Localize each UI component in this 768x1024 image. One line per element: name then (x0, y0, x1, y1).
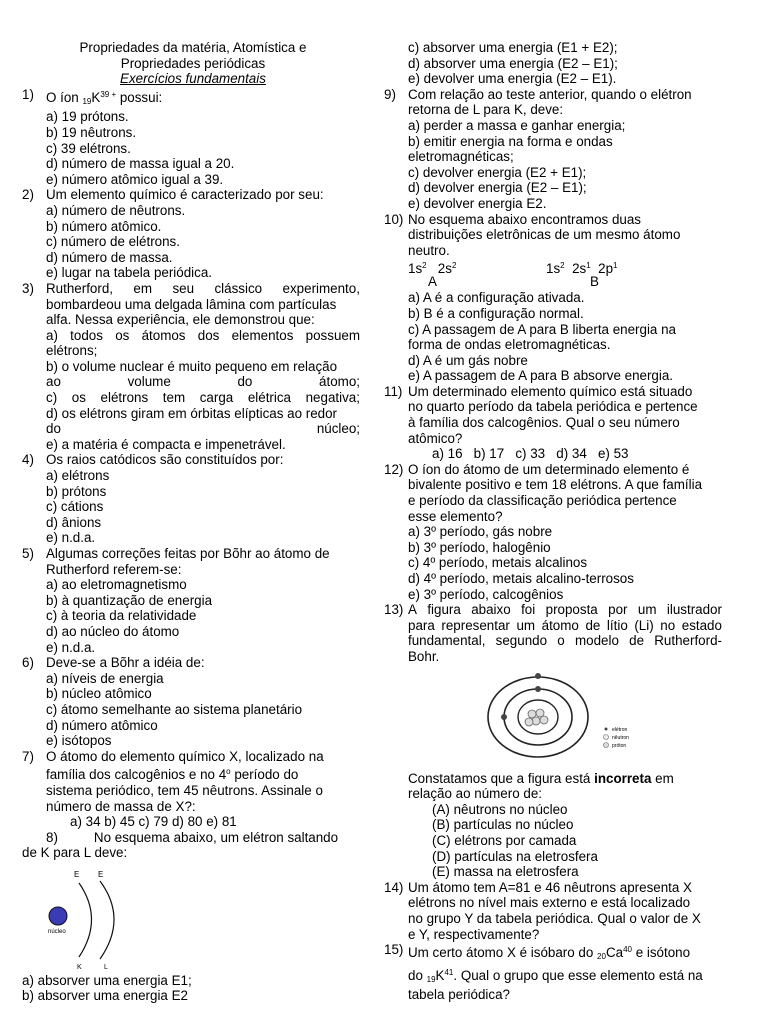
question-number: 5) (22, 546, 34, 561)
legend-proton: próton (612, 742, 627, 749)
justified-line (46, 281, 360, 297)
text-line: d) os elétrons giram em órbitas elípticas ao redor (46, 405, 338, 421)
option: (B) partículas no núcleo (432, 817, 574, 833)
option: e) devolver uma energia (E2 – E1). (408, 71, 617, 87)
text-line: b) o volume nuclear é muito pequeno em relação (46, 358, 338, 374)
orbit-k (79, 883, 92, 957)
question-stem: sistema periódico, tem 45 nêutrons. Assinale o (46, 782, 323, 798)
question-stem: Rutherford referem-se: (46, 561, 182, 577)
question-12 (384, 462, 722, 602)
option: b) 3º período, halogênio (408, 539, 551, 555)
question-7 (22, 749, 364, 830)
stem-text: em (651, 770, 674, 786)
stem-text: do (408, 967, 427, 983)
question-body (46, 452, 283, 546)
question-body (408, 942, 703, 1003)
question-stem: Um átomo tem A=81 e 46 nêutrons apresenta X (408, 879, 692, 895)
question-number: 15) (384, 942, 404, 958)
question-body (46, 187, 324, 281)
option: b) emitir energia na forma e ondas (408, 133, 613, 149)
question-stem: bivalente positivo e tem 18 elétrons. A que família (408, 477, 703, 493)
word: ao (46, 374, 61, 390)
word: dos (197, 327, 220, 343)
question-1 (22, 87, 364, 188)
word: possuem (305, 327, 360, 343)
nucleus-shape (49, 907, 67, 925)
left-column (22, 40, 364, 1004)
option: (A) nêutrons no núcleo (432, 801, 568, 817)
word: elétrica (247, 390, 291, 406)
question-stem: O átomo do elemento químico X, localizado na (46, 748, 324, 764)
superscript: o (226, 767, 231, 777)
option: c) absorver uma energia (E1 + E2); (408, 40, 618, 55)
legend-electron: elétron (612, 726, 628, 733)
lithium-atom-figure (384, 665, 722, 771)
superscript: 39 + (100, 89, 117, 99)
question-8-continued (384, 40, 722, 87)
word: (Li) (634, 617, 654, 633)
question-3 (22, 281, 364, 453)
inner-orbit (518, 700, 558, 734)
energy-levels-figure (22, 861, 364, 973)
question-number: 13) (384, 602, 404, 618)
option: d) ao núcleo do átomo (46, 623, 180, 639)
word: um (516, 617, 536, 633)
word: por (608, 602, 628, 618)
option: a) 19 prótons. (46, 109, 129, 125)
word: em (133, 280, 153, 296)
word: lítio (606, 617, 628, 633)
word: átomos (141, 327, 186, 343)
question-5 (22, 546, 364, 655)
word: para (408, 617, 435, 633)
question-stem: Deve-se a Bõhr a idéia de: (46, 655, 205, 671)
question-15 (384, 942, 722, 1003)
question-stem: neutro. (408, 242, 450, 258)
legend-electron-mark (605, 727, 608, 730)
word: Rutherford- (654, 633, 722, 649)
orbital: 2p (598, 261, 614, 277)
justified-line (46, 421, 360, 437)
question-stem: esse elemento? (408, 508, 503, 524)
orbital: 2s (437, 261, 452, 277)
orbital: 2s (572, 261, 587, 277)
option: a) perder a massa e ganhar energia; (408, 117, 626, 133)
option: d) absorver uma energia (E2 – E1); (408, 55, 618, 71)
option: a) A é a configuração ativada. (408, 290, 585, 306)
word: clássico (214, 280, 263, 296)
option: e) número atômico igual a 39. (46, 171, 224, 187)
word: A (408, 602, 417, 618)
option: c) átomo semelhante ao sistema planetário (46, 701, 303, 717)
option: a) ao eletromagnetismo (46, 577, 187, 593)
question-13-continued (384, 771, 722, 802)
word: volume (127, 374, 171, 390)
stem-text: . Qual o grupo que esse elemento está na (453, 967, 703, 983)
justified-line (408, 633, 722, 649)
question-stem: no grupo Y da tabela periódica. Qual o valor de X (408, 910, 701, 926)
option: e) 3º período, calcogênios (408, 586, 564, 602)
subscript: 19 (82, 96, 92, 106)
option: eletromagnéticas; (408, 149, 514, 165)
question-stem (22, 830, 364, 846)
electron-shape (535, 673, 541, 679)
text-line: bombardeou uma delgada lâmina com partículas (46, 296, 337, 312)
option: d) número de massa igual a 20. (46, 156, 235, 172)
nucleon-shape (525, 718, 533, 726)
question-stem (408, 942, 703, 965)
word: abaixo (471, 602, 511, 618)
question-number: 9) (384, 86, 396, 102)
option: b) absorver uma energia E2 (22, 988, 188, 1004)
legend-neutron: nêutron (612, 734, 629, 741)
question-number: 8) (46, 829, 58, 845)
word: os (115, 327, 130, 343)
orbital: 1s (408, 261, 423, 277)
option: (D) partículas na eletrosfera (432, 848, 598, 864)
word: do (46, 421, 61, 437)
label-e1: E (74, 869, 80, 879)
question-number: 2) (22, 187, 34, 203)
superscript: 41 (444, 967, 454, 977)
question-11 (384, 384, 722, 462)
title-line-2: Propriedades periódicas (120, 55, 266, 71)
question-2 (22, 187, 364, 281)
word: o (557, 633, 565, 649)
question-number: 1) (22, 86, 34, 102)
option: (C) elétrons por camada (432, 832, 577, 848)
option: d) número atômico (46, 717, 158, 733)
justified-line (46, 374, 360, 390)
stem-text: possui: (116, 89, 163, 105)
word: todos (70, 327, 103, 343)
option: c) número de elétrons. (46, 234, 180, 250)
energy-levels-diagram (22, 861, 142, 973)
word: núcleo; (316, 421, 360, 437)
superscript: 40 (623, 945, 632, 955)
question-number: 3) (22, 280, 34, 296)
stem-text: O íon (46, 89, 83, 105)
question-stem: à família dos calcogênios. Qual o seu número (408, 415, 680, 431)
stem-text: período do (230, 767, 299, 783)
option: b) 19 nêutrons. (46, 124, 137, 140)
symbol: K (435, 967, 445, 983)
question-number: 4) (22, 452, 34, 468)
question-10 (384, 212, 722, 384)
symbol: K (91, 89, 101, 105)
option: a) número de nêutrons. (46, 202, 186, 218)
word: os (71, 390, 86, 406)
stem-text: Um certo átomo X é isóbaro do (408, 945, 598, 961)
option: e) n.d.a. (46, 639, 96, 655)
emphasis: incorreta (594, 770, 652, 786)
title-line-3 (22, 71, 364, 87)
question-stem: número de massa de X?: (46, 798, 196, 814)
word: átomo (541, 617, 579, 633)
text-line: e) a matéria é compacta e impenetrável. (46, 436, 286, 452)
question-number: 7) (22, 748, 34, 764)
question-stem (46, 764, 324, 783)
question-6 (22, 655, 364, 749)
superscript: 1 (586, 261, 591, 271)
question-14 (384, 880, 722, 942)
option: c) A passagem de A para B liberta energia na (408, 321, 676, 337)
question-stem (408, 965, 703, 988)
word: seu (172, 280, 195, 296)
justified-line (46, 328, 360, 344)
right-column (384, 40, 722, 1003)
option: e) devolver energia E2. (408, 195, 547, 211)
question-stem: Com relação ao teste anterior, quando o elétron (408, 86, 692, 102)
question-stem: elétrons no nível mais externo e está localizado (408, 895, 691, 911)
question-body (46, 281, 360, 453)
word: ilustrador (666, 602, 722, 618)
question-13-options (384, 802, 722, 880)
question-body (408, 602, 722, 664)
legend-proton-mark (604, 742, 609, 747)
question-stem (46, 87, 234, 110)
question-stem: retorna de L para K, deve: (408, 102, 564, 118)
option: b) número atômico. (46, 218, 162, 234)
option: c) à teoria da relatividade (46, 608, 197, 624)
option: forma de ondas eletromagnéticas. (408, 337, 611, 353)
label-l: L (104, 963, 108, 971)
word: átomo; (319, 374, 360, 390)
nucleon-shape (540, 716, 548, 724)
question-body (46, 87, 234, 188)
question-4 (22, 452, 364, 546)
question-body (46, 655, 302, 749)
word: representar (441, 617, 510, 633)
option: c) 4º período, metais alcalinos (408, 555, 588, 571)
question-8 (22, 830, 364, 1004)
text-line: alfa. Nessa experiência, ele demonstrou que: (46, 312, 315, 328)
label-nucleus: núcleo (48, 928, 66, 935)
option: a) níveis de energia (46, 670, 164, 686)
subscript: 19 (426, 974, 436, 984)
question-9 (384, 87, 722, 212)
justified-line (408, 618, 722, 634)
word: negativa; (305, 390, 360, 406)
word: do (237, 374, 253, 390)
word: no (660, 617, 676, 633)
word: modelo (574, 633, 619, 649)
electron-shape (501, 714, 507, 720)
question-stem: Os raios catódicos são constituídos por: (46, 452, 284, 468)
option: (E) massa na eletrosfera (432, 864, 579, 880)
superscript: 1 (613, 261, 618, 271)
word: um (637, 602, 657, 618)
question-13 (384, 602, 722, 664)
question-body (408, 384, 698, 462)
word: a) (46, 327, 58, 343)
label-k: K (77, 963, 82, 971)
option: b) prótons (46, 483, 107, 499)
label-a: A (428, 274, 437, 290)
question-number: 14) (384, 879, 404, 895)
question-stem: Um elemento químico é caracterizado por seu: (46, 187, 324, 203)
option: c) 39 elétrons. (46, 140, 131, 156)
option: d) A é um gás nobre (408, 352, 528, 368)
title-line-1: Propriedades da matéria, Atomística e (79, 40, 307, 55)
option: c) devolver energia (E2 + E1); (408, 164, 587, 180)
question-stem: de K para L deve: (22, 845, 128, 861)
legend-neutron-mark (604, 734, 609, 739)
option: e) lugar na tabela periódica. (46, 265, 213, 281)
question-stem: no quarto período da tabela periódica e pertence (408, 399, 698, 415)
electron-shape (535, 686, 541, 692)
option: d) devolver energia (E2 – E1); (408, 180, 587, 196)
question-number: 10) (384, 211, 404, 227)
option: d) 4º período, metais alcalino-terrosos (408, 571, 634, 586)
text-line: Bohr. (408, 648, 440, 664)
subtitle: Exercícios fundamentais (120, 71, 266, 87)
label-b: B (590, 274, 599, 290)
question-number: 12) (384, 461, 404, 477)
question-stem: e Y, respectivamente? (408, 926, 540, 942)
word: fundamental, (408, 633, 486, 649)
question-body (46, 546, 330, 655)
word: estado (681, 617, 722, 633)
lithium-atom-diagram (384, 665, 644, 771)
word: segundo (495, 633, 548, 649)
question-stem: tabela periódica? (408, 987, 510, 1003)
question-body (408, 212, 680, 384)
superscript: 2 (422, 261, 427, 271)
word: Rutherford, (46, 280, 113, 296)
stem-text: família dos calcogênios e no 4 (46, 767, 227, 783)
label-e2: E (98, 869, 104, 879)
word: carga (199, 390, 234, 406)
question-stem: e período da classificação periódica pertence (408, 493, 677, 509)
word: c) (46, 390, 58, 406)
stem-text: Constatamos que a figura está (408, 770, 595, 786)
word: elementos (231, 327, 294, 343)
option: c) cátions (46, 499, 104, 515)
question-body (46, 749, 324, 830)
justified-line (408, 602, 722, 618)
option: a) absorver uma energia E1; (22, 972, 192, 988)
orbital: 1s (546, 261, 561, 277)
superscript: 2 (560, 261, 565, 271)
question-body (408, 87, 692, 212)
question-number: 11) (384, 383, 403, 399)
word: elétrons (100, 390, 149, 406)
subscript: 20 (597, 952, 606, 962)
orbit-l (100, 881, 114, 959)
question-stem: Algumas correções feitas por Bõhr ao átomo de (46, 546, 330, 561)
option: b) B é a configuração normal. (408, 305, 584, 321)
question-stem (408, 771, 722, 787)
option: e) A passagem de A para B absorve energia. (408, 368, 674, 384)
option: d) ânions (46, 514, 102, 530)
word: proposta (545, 602, 598, 618)
middle-orbit (504, 689, 572, 745)
question-stem: distribuições eletrônicas de um mesmo átomo (408, 227, 681, 243)
question-stem: relação ao número de: (408, 786, 542, 802)
text-line: elétrons; (46, 343, 98, 359)
option: a) elétrons (46, 468, 110, 484)
word: de (629, 633, 645, 649)
word: tem (162, 390, 186, 406)
question-number: 6) (22, 655, 34, 671)
word: figura (427, 602, 461, 618)
configuration-labels (408, 274, 680, 290)
option: b) à quantização de energia (46, 592, 213, 608)
superscript: 2 (451, 261, 457, 271)
configurations-row (408, 258, 680, 277)
question-body (408, 880, 701, 942)
option: b) núcleo atômico (46, 686, 152, 702)
option: a) 3º período, gás nobre (408, 524, 553, 540)
question-stem: O íon do átomo de um determinado elemento é (408, 461, 690, 477)
justified-line (46, 390, 360, 406)
option: d) número de massa. (46, 249, 173, 265)
word: de (585, 617, 601, 633)
question-stem: Um determinado elemento químico está situado (408, 383, 693, 399)
word: foi (521, 602, 536, 618)
word: experimento, (282, 280, 360, 296)
options-inline: a) 16 b) 17 c) 33 d) 34 e) 53 (432, 446, 629, 462)
option: e) n.d.a. (46, 530, 96, 546)
stem-text: e isótono (631, 945, 691, 961)
question-body (408, 462, 702, 602)
stem-text: No esquema abaixo, um elétron saltando (93, 829, 339, 845)
option: e) isótopos (46, 733, 112, 749)
question-stem: atômico? (408, 430, 463, 446)
options-inline: a) 34 b) 45 c) 79 d) 80 e) 81 (70, 814, 237, 830)
symbol: Ca (605, 945, 624, 961)
question-stem: No esquema abaixo encontramos duas (408, 211, 641, 227)
